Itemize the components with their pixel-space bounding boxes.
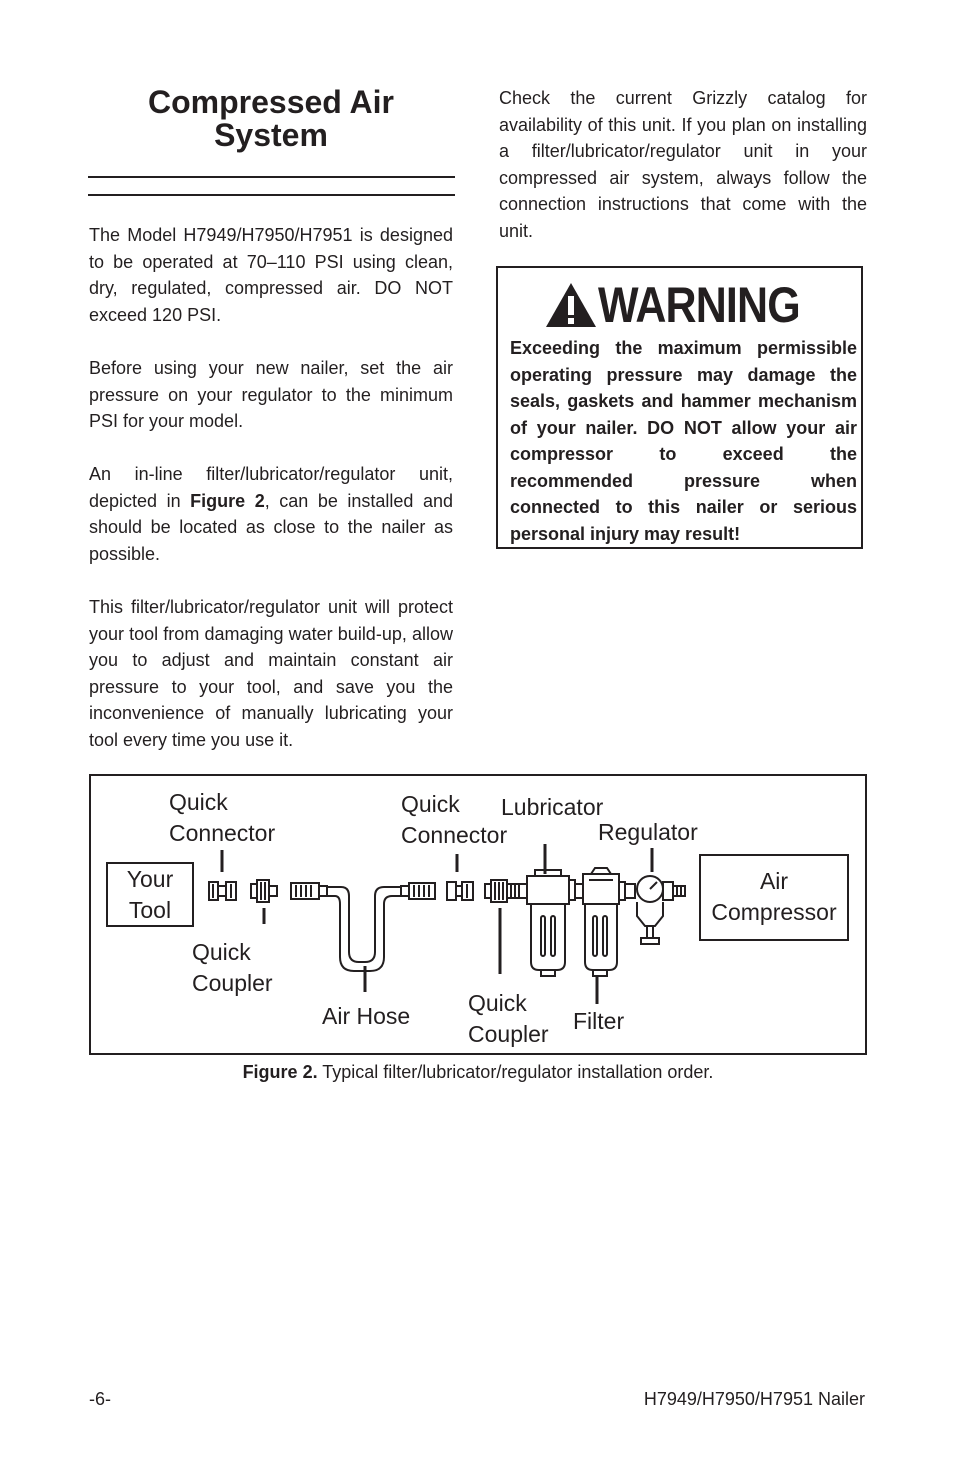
- label-air-hose: Air Hose: [322, 1003, 411, 1029]
- label-quick-coupler-right: Quick Coupler: [468, 990, 549, 1047]
- section-title-line1: Compressed Air: [148, 84, 394, 120]
- paragraph-inline-unit: [89, 461, 453, 567]
- paragraph-set-pressure: Before using your new nailer, set the air pressure on your regulator to the minimum PSI for your model.: [89, 358, 453, 431]
- figure-caption-text: Typical filter/lubricator/regulator installation order.: [317, 1062, 714, 1082]
- paragraph-catalog: Check the current Grizzly catalog for availability of this unit. If you plan on installing a filter/lubricator/regulator unit in your compressed air system, always follow the connection instructions that come with the unit.: [499, 88, 867, 241]
- figure-caption-number: Figure 2.: [242, 1062, 318, 1082]
- air-hose-part: [327, 887, 401, 971]
- warning-box: [496, 266, 863, 549]
- figure-caption: [89, 1060, 867, 1084]
- label-quick-connector-mid: Quick Connector: [401, 791, 508, 848]
- footer-model: H7949/H7950/H7951 Nailer: [643, 1389, 865, 1409]
- page-number: -6-: [89, 1389, 111, 1409]
- quick-connector-left-part: [209, 882, 236, 900]
- label-regulator: Regulator: [598, 819, 698, 845]
- warning-header: [544, 277, 833, 333]
- hose-fitting-right: [401, 883, 435, 899]
- label-lubricator: Lubricator: [501, 794, 604, 820]
- regulator-part: [625, 876, 685, 944]
- hose-fitting-left: [291, 883, 327, 899]
- paragraph-unit-benefits: This filter/lubricator/regulator unit will protect your tool from damaging water build-up, allow you to adjust and maintain constant air pressure to your tool, and save you the inconvenience of manually lubricating your tool every time you use it.: [89, 597, 453, 750]
- warning-text: Exceeding the maximum permissible operating pressure may damage the seals, gaskets and hammer mechanism of your nailer. DO NOT allow your air compressor to exceed the recommended pressure when connected to this nailer or serious personal injury may result!: [510, 338, 857, 544]
- label-quick-connector-left: Quick Connector: [169, 789, 276, 846]
- filter-part: [575, 868, 625, 976]
- lubricator-part: [519, 870, 575, 976]
- figure-reference: Figure 2: [190, 490, 265, 511]
- inline-unit-text-a: An in-line filter/lubricator/regulator unit, depicted in: [89, 464, 453, 511]
- section-title-line2: System: [214, 117, 328, 153]
- paragraph-operating-pressure: The Model H7949/H7950/H7951 is designed to be operated at 70–110 PSI using clean, dry, regulated, compressed air. DO NOT exceed 120 PSI.: [89, 225, 453, 325]
- quick-coupler-right-part: [485, 880, 519, 902]
- heading-rule-bottom: [88, 194, 455, 196]
- inline-unit-text-b: , can be installed and should be located as close to the nailer as possible.: [89, 490, 454, 564]
- quick-coupler-left-part: [251, 880, 277, 902]
- section-title: [88, 86, 454, 152]
- exclamation-triangle-icon: [544, 281, 598, 329]
- label-filter: Filter: [573, 1008, 625, 1034]
- your-tool-box: Your Tool: [106, 862, 194, 927]
- heading-rule-top: [88, 176, 455, 178]
- air-compressor-box: Air Compressor: [699, 854, 849, 941]
- label-quick-coupler-left: Quick Coupler: [192, 939, 273, 996]
- quick-connector-mid-part: [447, 882, 473, 900]
- figure-2-diagram: [89, 774, 867, 1055]
- warning-title: WARNING: [598, 277, 800, 333]
